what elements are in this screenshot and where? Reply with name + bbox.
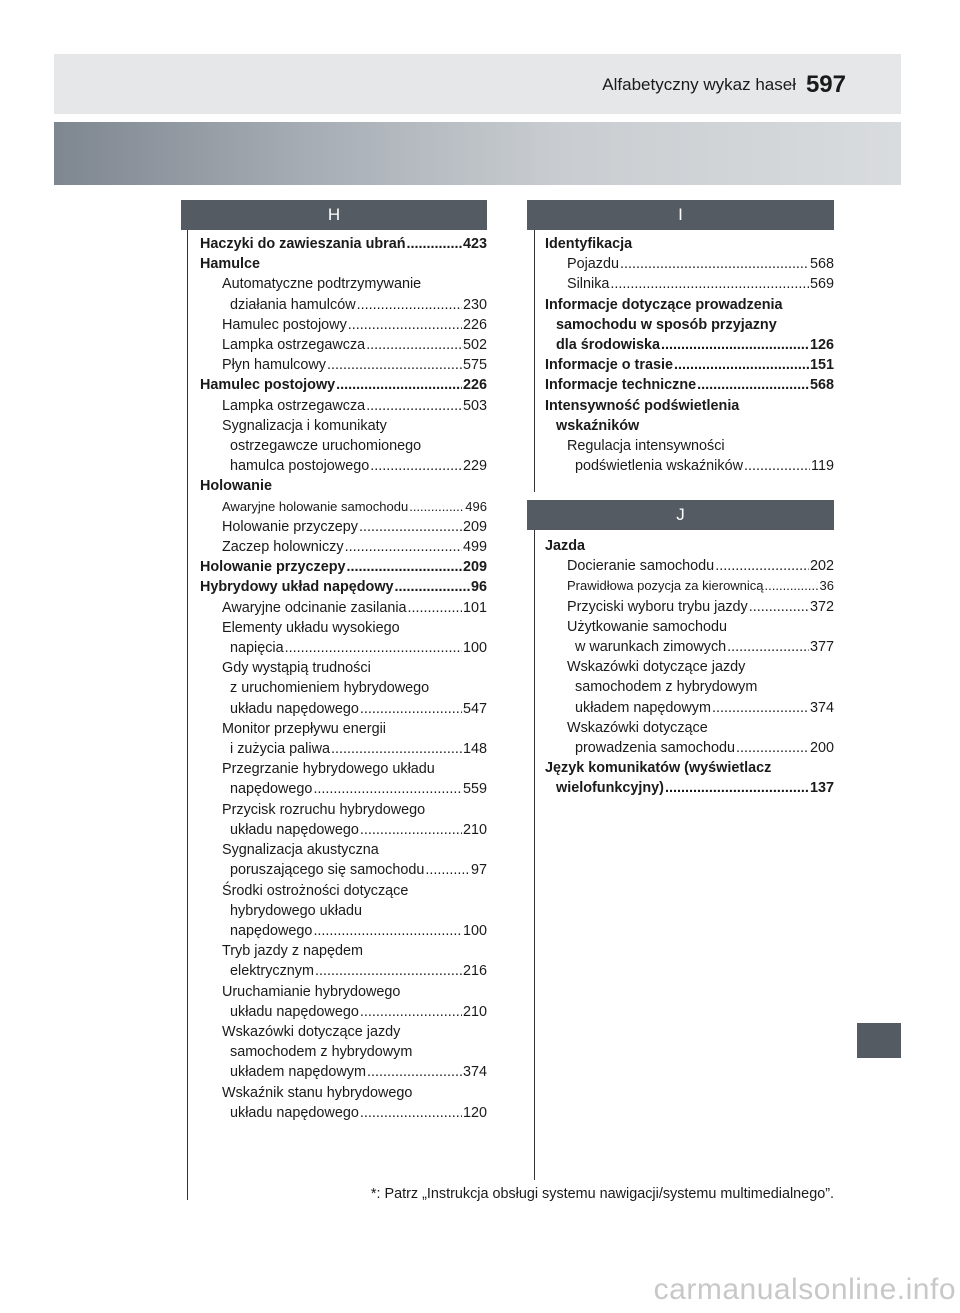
section-letter-h: H — [327, 205, 341, 224]
entry-text: Automatyczne podtrzymywanie — [222, 276, 422, 293]
index-entry — [200, 598, 487, 618]
entry-page-number: 97 — [470, 862, 487, 879]
entry-page-number: 568 — [809, 377, 834, 394]
leader-dots — [744, 456, 810, 476]
entry-page-number: 36 — [819, 578, 834, 594]
index-entry — [200, 739, 487, 759]
entry-text: Identyfikacja — [545, 236, 633, 252]
entry-text: Wskazówki dotyczące jazdy — [222, 1023, 401, 1040]
entry-text: Język komunikatów (wyświetlacz — [545, 760, 772, 777]
entry-page-number: 374 — [809, 699, 834, 716]
entry-page-number: 100 — [462, 640, 487, 657]
column-rule-middle-i — [534, 230, 535, 492]
index-entry — [200, 699, 487, 719]
entry-text: układu napędowego — [230, 821, 359, 838]
index-entry — [545, 436, 834, 456]
watermark: carmanualsonline.info — [653, 1273, 956, 1306]
entry-text: Holowanie przyczepy — [200, 559, 346, 576]
entry-text: Silnika — [567, 276, 610, 293]
index-entry — [200, 1103, 487, 1123]
leader-dots — [408, 598, 462, 618]
leader-dots — [727, 637, 809, 657]
entry-text: układem napędowym — [230, 1064, 366, 1081]
leader-dots — [425, 860, 470, 880]
entry-text: podświetlenia wskaźników — [575, 458, 743, 475]
index-entry — [200, 901, 487, 921]
page-number: 597 — [805, 71, 846, 98]
entry-text: Tryb jazdy z napędem — [222, 943, 364, 960]
footnote: *: Patrz „Instrukcja obsługi systemu nawigacji/systemu multimedialnego”. — [370, 1186, 834, 1202]
entry-text: działania hamulców — [230, 296, 356, 313]
entry-text: Intensywność podświetlenia — [545, 397, 740, 414]
index-entry — [200, 416, 487, 436]
entry-text: Awaryjne odcinanie zasilania — [222, 599, 407, 616]
leader-dots — [749, 597, 809, 617]
index-entry — [545, 456, 834, 476]
entry-page-number: 209 — [462, 559, 487, 576]
index-entry — [545, 556, 834, 576]
entry-text: Zaczep holowniczy — [222, 539, 344, 556]
entry-text: i zużycia paliwa — [230, 741, 330, 758]
entry-text: Sygnalizacja akustyczna — [222, 842, 379, 859]
entry-page-number: 216 — [462, 963, 487, 980]
entry-page-number: 210 — [462, 1003, 487, 1020]
index-entry — [200, 577, 487, 597]
leader-dots — [610, 274, 809, 294]
index-entry — [200, 456, 487, 476]
leader-dots — [285, 638, 462, 658]
column-rule-left — [187, 230, 188, 1200]
entry-text: Przycisk rozruchu hybrydowego — [222, 801, 426, 818]
entry-page-number: 119 — [811, 458, 834, 475]
entry-page-number: 96 — [470, 579, 487, 596]
index-entry — [545, 396, 834, 416]
index-entry — [200, 1062, 487, 1082]
entry-text: Wskazówki dotyczące jazdy — [567, 659, 746, 676]
entry-text: Wskazówki dotyczące — [567, 719, 708, 736]
section-letter-j: J — [676, 505, 685, 524]
entry-text: Hybrydowy układ napędowy — [200, 579, 394, 596]
index-entry — [200, 1042, 487, 1062]
index-entry — [200, 254, 487, 274]
leader-dots — [715, 556, 809, 576]
leader-dots — [347, 557, 462, 577]
leader-dots — [712, 698, 809, 718]
entry-text: Informacje o trasie — [545, 357, 673, 374]
index-entry — [200, 638, 487, 658]
index-entry — [545, 355, 834, 375]
entry-text: wskaźników — [556, 417, 640, 434]
entry-page-number: 202 — [809, 558, 834, 575]
entry-page-number: 230 — [462, 296, 487, 313]
index-entry — [545, 576, 834, 596]
entry-text: Uruchamianie hybrydowego — [222, 983, 401, 1000]
entry-text: Informacje techniczne — [545, 377, 697, 394]
index-column-h — [200, 234, 487, 1123]
entry-text: elektrycznym — [230, 963, 314, 980]
index-entry — [545, 758, 834, 778]
index-entry — [545, 416, 834, 436]
entry-page-number: 496 — [465, 498, 487, 514]
index-entry — [200, 315, 487, 335]
entry-text: Hamulec postojowy — [200, 377, 336, 394]
entry-text: Przegrzanie hybrydowego układu — [222, 761, 435, 778]
index-entry — [545, 778, 834, 798]
entry-page-number: 569 — [809, 276, 834, 293]
leader-dots — [360, 1103, 462, 1123]
index-entry — [200, 295, 487, 315]
entry-text: napięcia — [230, 640, 284, 657]
index-entry — [545, 718, 834, 738]
entry-text: Elementy układu wysokiego — [222, 619, 400, 636]
entry-text: Wskaźnik stanu hybrydowego — [222, 1084, 413, 1101]
index-entry — [200, 335, 487, 355]
entry-text: Gdy wystąpią trudności — [222, 660, 371, 677]
leader-dots — [366, 396, 462, 416]
entry-page-number: 120 — [462, 1104, 487, 1121]
index-entry — [200, 1083, 487, 1103]
leader-dots — [313, 921, 462, 941]
entry-text: układu napędowego — [230, 700, 359, 717]
leader-dots — [348, 315, 462, 335]
entry-text: Holowanie — [200, 478, 272, 495]
leader-dots — [345, 537, 462, 557]
entry-text: ostrzegawcze uruchomionego — [230, 438, 422, 455]
leader-dots — [360, 699, 462, 719]
index-entry — [545, 234, 834, 254]
index-entry — [200, 274, 487, 294]
entry-page-number: 200 — [809, 740, 834, 757]
leader-dots — [697, 375, 809, 395]
index-entry — [200, 355, 487, 375]
index-column-i — [545, 234, 834, 476]
entry-page-number: 210 — [462, 821, 487, 838]
entry-text: poruszającego się samochodu — [230, 862, 425, 879]
entry-page-number: 499 — [462, 539, 487, 556]
side-thumb-tab — [857, 1023, 901, 1058]
entry-text: w warunkach zimowych — [575, 639, 727, 656]
leader-dots — [661, 335, 809, 355]
index-entry — [545, 597, 834, 617]
index-entry — [545, 657, 834, 677]
entry-page-number: 126 — [809, 337, 834, 354]
entry-text: hamulca postojowego — [230, 458, 370, 475]
index-entry — [200, 557, 487, 577]
leader-dots — [357, 295, 462, 315]
index-entry — [545, 536, 834, 556]
leader-dots — [359, 517, 462, 537]
index-entry — [200, 234, 487, 254]
index-entry — [200, 375, 487, 395]
index-entry — [200, 1022, 487, 1042]
entry-page-number: 374 — [462, 1064, 487, 1081]
entry-text: układu napędowego — [230, 1003, 359, 1020]
entry-text: Hamulce — [200, 256, 260, 273]
column-rule-middle-j — [534, 530, 535, 1180]
entry-text: prowadzenia samochodu — [575, 740, 735, 757]
index-entry — [200, 678, 487, 698]
index-entry — [545, 375, 834, 395]
entry-page-number: 100 — [462, 922, 487, 939]
entry-text: z uruchomieniem hybrydowego — [230, 680, 430, 697]
entry-page-number: 372 — [809, 598, 834, 615]
leader-dots — [674, 355, 809, 375]
entry-text: Regulacja intensywności — [567, 438, 725, 455]
index-entry — [200, 820, 487, 840]
leader-dots — [367, 1062, 462, 1082]
leader-dots — [395, 577, 470, 597]
entry-text: Awaryjne holowanie samochodu — [222, 498, 409, 514]
leader-dots — [620, 254, 809, 274]
entry-page-number: 137 — [809, 780, 834, 797]
entry-page-number: 209 — [462, 518, 487, 535]
entry-text: Docieranie samochodu — [567, 558, 715, 575]
entry-text: układem napędowym — [575, 699, 711, 716]
entry-text: Użytkowanie samochodu — [567, 618, 727, 635]
entry-page-number: 575 — [462, 357, 487, 374]
index-entry — [200, 537, 487, 557]
index-entry — [200, 658, 487, 678]
index-entry — [200, 396, 487, 416]
index-entry — [200, 881, 487, 901]
leader-dots — [370, 456, 462, 476]
entry-text: dla środowiska — [556, 337, 660, 354]
entry-text: samochodem z hybrydowym — [575, 679, 758, 696]
index-entry — [200, 497, 487, 517]
page-title: Alfabetyczny wykaz haseł — [602, 75, 796, 94]
section-letter-i: I — [678, 205, 683, 224]
entry-page-number: 568 — [809, 256, 834, 273]
entry-page-number: 226 — [462, 316, 487, 333]
index-entry — [545, 274, 834, 294]
index-entry — [200, 618, 487, 638]
index-entry — [545, 315, 834, 335]
entry-text: Haczyki do zawieszania ubrań — [200, 236, 406, 252]
index-entry — [200, 759, 487, 779]
section-header-h — [181, 200, 487, 230]
entry-page-number: 559 — [462, 781, 487, 798]
leader-dots — [360, 820, 462, 840]
leader-dots — [407, 234, 462, 254]
index-entry — [200, 476, 487, 496]
entry-text: układu napędowego — [230, 1104, 359, 1121]
entry-page-number: 226 — [462, 377, 487, 394]
index-entry — [200, 779, 487, 799]
entry-text: wielofunkcyjny) — [556, 780, 664, 797]
leader-dots — [366, 335, 462, 355]
entry-text: Lampka ostrzegawcza — [222, 397, 366, 414]
index-entry — [200, 961, 487, 981]
index-entry — [200, 921, 487, 941]
index-entry — [545, 254, 834, 274]
entry-page-number: 547 — [462, 700, 487, 717]
index-entry — [545, 677, 834, 697]
entry-text: hybrydowego układu — [230, 902, 363, 919]
leader-dots — [360, 1002, 462, 1022]
index-entry — [545, 698, 834, 718]
index-entry — [545, 637, 834, 657]
leader-dots — [409, 497, 464, 517]
entry-text: napędowego — [230, 922, 313, 939]
entry-text: Monitor przepływu energii — [222, 720, 386, 737]
index-entry — [200, 941, 487, 961]
index-entry — [200, 982, 487, 1002]
index-entry — [200, 436, 487, 456]
entry-text: Informacje dotyczące prowadzenia — [545, 296, 783, 313]
entry-page-number: 503 — [462, 397, 487, 414]
entry-text: napędowego — [230, 781, 313, 798]
index-entry — [200, 800, 487, 820]
index-entry — [545, 295, 834, 315]
index-column-j — [545, 536, 834, 799]
entry-text: Środki ostrożności dotyczące — [222, 882, 409, 899]
entry-text: Prawidłowa pozycja za kierownicą — [567, 578, 764, 594]
index-entry — [545, 335, 834, 355]
leader-dots — [736, 738, 809, 758]
entry-page-number: 502 — [462, 337, 487, 354]
entry-page-number: 101 — [462, 599, 487, 616]
entry-page-number: 377 — [809, 639, 834, 656]
section-header-j — [527, 500, 834, 530]
leader-dots — [765, 576, 819, 596]
entry-text: samochodem z hybrydowym — [230, 1044, 413, 1061]
index-entry — [200, 517, 487, 537]
leader-dots — [665, 778, 809, 798]
entry-page-number: 151 — [809, 357, 834, 374]
leader-dots — [313, 779, 462, 799]
leader-dots — [336, 375, 462, 395]
entry-text: Sygnalizacja i komunikaty — [222, 417, 387, 434]
entry-text: Lampka ostrzegawcza — [222, 337, 366, 354]
entry-text: Jazda — [545, 538, 585, 554]
entry-text: Hamulec postojowy — [222, 316, 347, 333]
leader-dots — [331, 739, 462, 759]
index-entry — [200, 840, 487, 860]
section-header-i — [527, 200, 834, 230]
entry-page-number: 229 — [462, 458, 487, 475]
entry-page-number: 148 — [462, 741, 487, 758]
index-entry — [545, 738, 834, 758]
entry-text: Holowanie przyczepy — [222, 518, 358, 535]
entry-text: Płyn hamulcowy — [222, 357, 326, 374]
index-entry — [545, 617, 834, 637]
entry-text: samochodu w sposób przyjazny — [556, 316, 777, 333]
index-entry — [200, 719, 487, 739]
index-entry — [200, 1002, 487, 1022]
entry-text: Przyciski wyboru trybu jazdy — [567, 598, 748, 615]
entry-text: Pojazdu — [567, 256, 620, 273]
index-entry — [200, 860, 487, 880]
entry-page-number: 423 — [462, 236, 487, 252]
header-gradient-band — [54, 122, 901, 185]
leader-dots — [315, 961, 462, 981]
leader-dots — [327, 355, 462, 375]
